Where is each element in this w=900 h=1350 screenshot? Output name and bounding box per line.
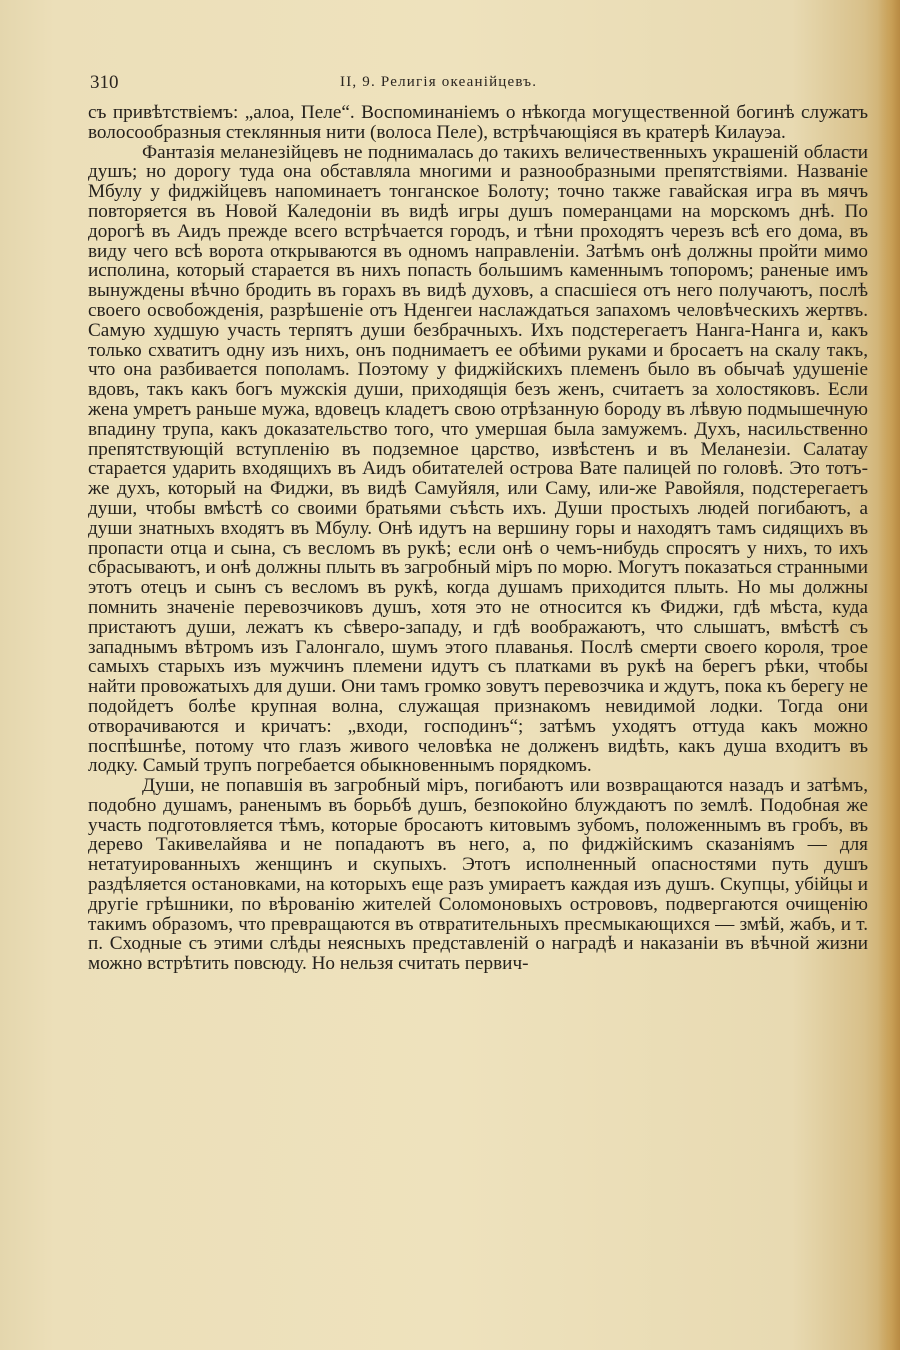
running-head: II, 9. Религія океанійцевъ. — [340, 74, 538, 90]
page-header — [90, 72, 862, 94]
paragraph: Души, не попавшія въ загробный міръ, погибаютъ или возвращаются назадъ и затѣмъ, подобно душамъ, раненымъ въ борьбѣ душъ, безпокойно блуждаютъ по землѣ. Подобная же участь подготовляется тѣмъ, которые бросаютъ китовымъ зубомъ, положеннымъ въ гробъ, въ дерево Такивелайява и не попадаютъ въ него, а, по фиджійскимъ сказаніямъ — для нетатуированныхъ женщинъ и скупыхъ. Этотъ исполненный опасностями путь душъ раздѣляется остановками, на которыхъ еще разъ умираетъ каждая изъ душъ. Скупцы, убійцы и другіе грѣшники, по вѣрованію жителей Соломоновыхъ острововъ, подвергаются очищенію такимъ образомъ, что превращаются въ отвратительныхъ пресмыкающихся — змѣй, жабъ, и т. п. Сходные съ этими слѣды неясныхъ представленій о наградѣ и наказаніи въ вѣчной жизни можно встрѣтить повсюду. Но нельзя считать первич- — [88, 775, 868, 975]
body-text — [88, 103, 868, 974]
page-number: 310 — [90, 72, 119, 93]
paragraph-continuation: съ привѣтствіемъ: „алоа, Пеле“. Воспоминаніемъ о нѣкогда могущественной богинѣ служатъ волосообразныя стеклянныя нити (волоса Пеле), встрѣчающіяся въ кратерѣ Килауэа. — [88, 102, 868, 143]
spine-shadow — [878, 0, 900, 1350]
paragraph: Фантазія меланезійцевъ не поднималась до такихъ величественныхъ украшеній области душъ; но дорогу туда она обставляла многими и разнообразными препятствіями. Названіе Мбулу у фиджійцевъ напоминаетъ тонганское Болоту; точно также гавайская игра въ мячъ повторяется въ Новой Каледоніи въ видѣ игры душъ померанцами на морскомъ днѣ. По дорогѣ въ Аидъ прежде всего встрѣчается городъ, и тѣни проходятъ черезъ всѣ его дома, въ виду чего всѣ ворота открываются въ одномъ направленіи. Затѣмъ онѣ должны пройти мимо исполина, который старается въ нихъ попасть большимъ каменнымъ топоромъ; раненые имъ вынуждены вѣчно бродить въ горахъ въ видѣ духовъ, а спасшіеся отъ него получаютъ, послѣ своего освобожденія, разрѣшеніе отъ Нденгеи наслаждаться запахомъ человѣческихъ жертвъ. Самую худшую участь терпятъ души безбрачныхъ. Ихъ подстерегаетъ Нанга-Нанга и, какъ только схватитъ одну изъ нихъ, онъ поднимаетъ ее обѣими руками и бросаетъ на скалу такъ, что она разбивается пополамъ. Поэтому у фиджійскихъ племенъ было въ обычаѣ удушеніе вдовъ, такъ какъ богъ мужскія души, приходящія безъ женъ, считаетъ за холостяковъ. Если жена умретъ раньше мужа, вдовецъ кладетъ свою отрѣзанную бороду въ лѣвую подмышечную впадину трупа, какъ доказательство того, что умершая была замужемъ. Духъ, насильственно препятствующій вступленію въ подземное царство, извѣстенъ и въ Меланезіи. Салатау старается ударить входящихъ въ Аидъ обитателей острова Вате палицей по головѣ. Это тотъ-же духъ, который на Фиджи, въ видѣ Самуйяля, или Саму, или-же Равойяля, подстерегаетъ души, чтобы вмѣстѣ со своими братьями съѣсть ихъ. Души простыхъ людей погибаютъ, а души знатныхъ входятъ въ Мбулу. Онѣ идутъ на вершину горы и находятъ тамъ сидящихъ въ пропасти отца и сына, съ весломъ въ рукѣ; если онѣ о чемъ-нибудь спросятъ у нихъ, то ихъ сбрасываютъ, и онѣ должны плыть въ загробный міръ по морю. Могутъ показаться странными этотъ отецъ и сынъ съ весломъ въ рукѣ, когда душамъ приходится плыть. Но мы должны помнить значеніе перевозчиковъ душъ, хотя это не относится къ Фиджи, гдѣ мѣста, куда пристаютъ души, лежатъ къ сѣверо-западу, и гдѣ воображаютъ, что слышатъ, вмѣстѣ съ западнымъ вѣтромъ изъ Галонгало, шумъ этого плаванья. Послѣ смерти своего короля, трое самыхъ старыхъ изъ мужчинъ племени идутъ съ платками въ рукѣ на берегъ рѣки, чтобы найти провожатыхъ для души. Они тамъ громко зовутъ перевозчика и ждутъ, пока къ берегу не подойдетъ болѣе крупная волна, служащая признакомъ невидимой лодки. Тогда они отворачиваются и кричатъ: „входи, господинъ“; затѣмъ уходятъ оттуда какъ можно поспѣшнѣе, потому что глазъ живого человѣка не долженъ видѣть, какъ душа входитъ въ лодку. Самый трупъ погребается обыкновеннымъ порядкомъ. — [88, 141, 868, 777]
